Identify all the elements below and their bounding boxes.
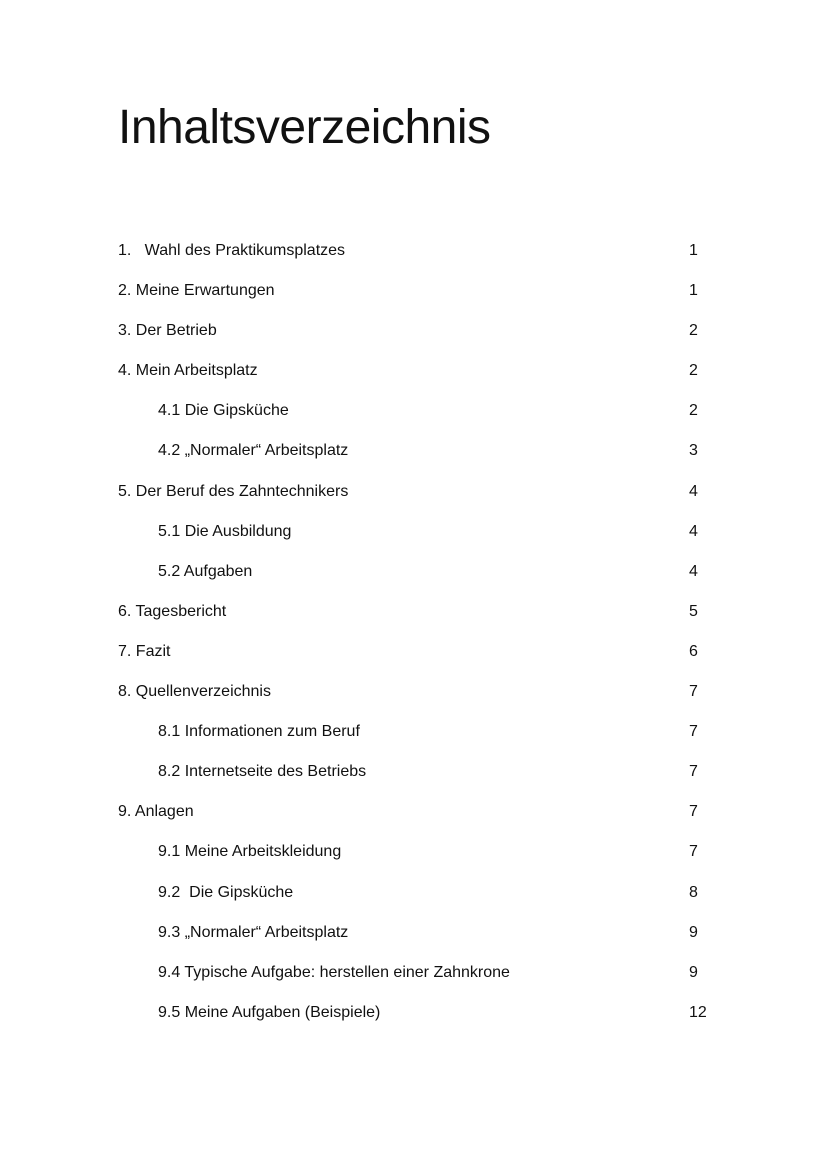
toc-page-number: 4 (689, 562, 698, 580)
toc-entry-title: 5.2 Aufgaben (158, 562, 253, 580)
toc-entry (118, 481, 718, 521)
toc-page-number: 7 (689, 683, 698, 701)
toc-entry (118, 240, 718, 280)
toc-entry (118, 681, 718, 721)
toc-entry-title: 7. Fazit (118, 642, 171, 660)
toc-entry (118, 801, 718, 841)
toc-subentry (118, 400, 718, 440)
toc-subentry (118, 440, 718, 480)
toc-entry-title: 6. Tagesbericht (118, 602, 227, 620)
toc-entry-title: 5. Der Beruf des Zahntechnikers (118, 482, 349, 500)
toc-entry-title: 5.1 Die Ausbildung (158, 522, 292, 540)
toc-entry-title: 9. Anlagen (118, 803, 194, 821)
toc-page-number: 2 (689, 362, 698, 380)
toc-entry (118, 601, 718, 641)
toc-page-number: 7 (689, 723, 698, 741)
toc-entry (118, 641, 718, 681)
toc-page-number: 1 (689, 282, 698, 300)
toc-entry-title: 8.2 Internetseite des Betriebs (158, 763, 367, 781)
toc-page-number: 2 (689, 402, 698, 420)
toc-page-number: 7 (689, 763, 698, 781)
toc-entry (118, 280, 718, 320)
toc-entry-title: 1. Wahl des Praktikumsplatzes (118, 242, 346, 259)
toc-entry-title: 4.1 Die Gipsküche (158, 402, 289, 420)
toc-page-number: 12 (689, 1003, 707, 1021)
toc-page-number: 2 (689, 322, 698, 340)
toc-page-number: 4 (689, 522, 698, 540)
toc-entry-title: 4.2 „Normaler“ Arbeitsplatz (158, 442, 349, 460)
toc-entry-title: 3. Der Betrieb (118, 322, 217, 340)
toc-page-number: 3 (689, 442, 698, 460)
page-title: Inhaltsverzeichnis (118, 101, 491, 154)
toc-page-number: 7 (689, 843, 698, 861)
toc-page-number: 9 (689, 923, 698, 941)
toc-page-number: 7 (689, 803, 698, 821)
toc-entry-title: 4. Mein Arbeitsplatz (118, 362, 258, 380)
toc-entry-title: 2. Meine Erwartungen (118, 282, 275, 300)
toc-page-number: 4 (689, 482, 698, 500)
toc-entry-title: 9.4 Typische Aufgabe: herstellen einer Zahnkrone (158, 963, 510, 981)
toc-subentry (118, 761, 718, 801)
toc-entry-title: 9.5 Meine Aufgaben (Beispiele) (158, 1003, 381, 1021)
toc-subentry (118, 841, 718, 881)
toc-subentry (118, 922, 718, 962)
toc-entry-title: 8. Quellenverzeichnis (118, 683, 271, 701)
toc-entry-title: 9.2 Die Gipsküche (158, 883, 294, 901)
toc-subentry (118, 1002, 718, 1042)
toc-entry-title: 8.1 Informationen zum Beruf (158, 723, 360, 741)
toc-entry-title: 9.1 Meine Arbeitskleidung (158, 843, 342, 861)
toc-subentry (118, 521, 718, 561)
toc-page-number: 9 (689, 963, 698, 981)
toc-entry (118, 320, 718, 360)
toc-page-number: 6 (689, 642, 698, 660)
toc-entry (118, 360, 718, 400)
toc-page-number: 5 (689, 602, 698, 620)
toc-subentry (118, 962, 718, 1002)
toc-subentry (118, 721, 718, 761)
toc-subentry (118, 561, 718, 601)
toc-subentry (118, 882, 718, 922)
toc-page-number: 8 (689, 883, 698, 901)
toc-entry-title: 9.3 „Normaler“ Arbeitsplatz (158, 923, 349, 941)
toc-page-number: 1 (689, 242, 698, 259)
table-of-contents (118, 240, 718, 1042)
